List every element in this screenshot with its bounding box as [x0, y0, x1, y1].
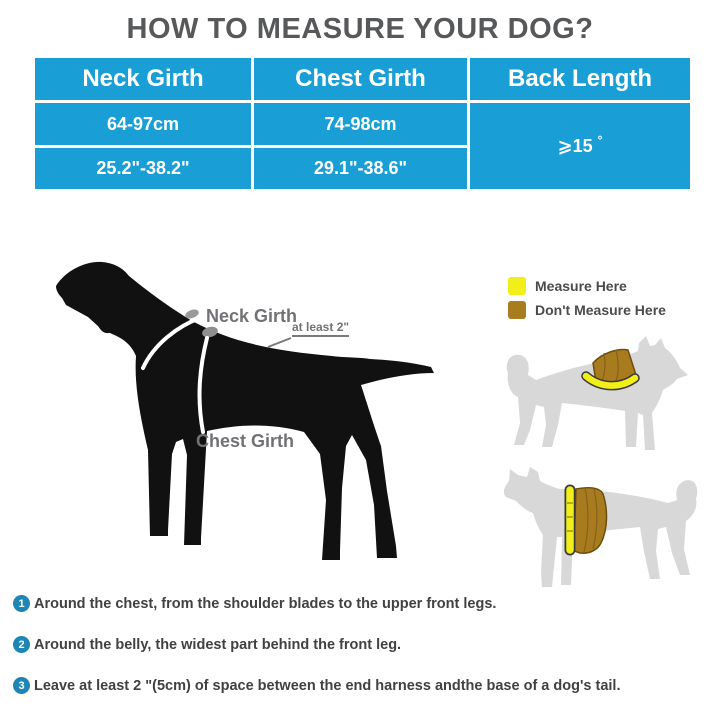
- chest-girth-label: Chest Girth: [196, 431, 295, 451]
- back-angle-value: ⩾15: [557, 135, 593, 156]
- measuring-notes: [13, 595, 713, 718]
- legend-row-dont-measure: [508, 300, 666, 319]
- measure-here-swatch-icon: [508, 277, 526, 295]
- clearance-label: at least 2": [292, 320, 349, 337]
- back-angle-degree: °: [597, 133, 603, 147]
- mini-dog-neck-example: [507, 336, 688, 450]
- note-number-badge: 1: [13, 595, 30, 612]
- dog-silhouette-illustration: [40, 248, 460, 578]
- legend-row-measure: [508, 276, 666, 295]
- table-cell-neck-imperial: 25.2"-38.2": [35, 148, 251, 189]
- note-number-badge: 3: [13, 677, 30, 694]
- dont-measure-here-swatch-icon: [508, 301, 526, 319]
- dont-measure-here-label: Don't Measure Here: [535, 301, 666, 318]
- note-row: [13, 636, 713, 653]
- measure-here-label: Measure Here: [535, 277, 627, 294]
- note-number-badge: 2: [13, 636, 30, 653]
- table-header-back-length: Back Length: [470, 58, 690, 100]
- neck-girth-label: Neck Girth: [206, 306, 298, 326]
- table-header-neck-girth: Neck Girth: [35, 58, 251, 100]
- table-cell-neck-metric: 64-97cm: [35, 103, 251, 145]
- note-text: Leave at least 2 "(5cm) of space between the end harness andthe base of a dog's tail.: [34, 677, 621, 694]
- mini-dog-belly-example: [504, 467, 697, 587]
- mini-dogs-illustration: [500, 335, 710, 600]
- table-cell-back-angle: [470, 103, 690, 189]
- note-row: [13, 595, 713, 612]
- page-title: HOW TO MEASURE YOUR DOG?: [126, 13, 594, 45]
- measurement-table: [35, 58, 690, 189]
- note-text: Around the chest, from the shoulder blades to the upper front legs.: [34, 595, 497, 612]
- clearance-leader-line: [268, 338, 291, 347]
- note-text: Around the belly, the widest part behind the front leg.: [34, 636, 402, 653]
- table-header-chest-girth: Chest Girth: [254, 58, 467, 100]
- legend: [508, 276, 666, 324]
- table-cell-chest-imperial: 29.1"-38.6": [254, 148, 467, 189]
- belly-band-brown: [574, 488, 607, 554]
- note-row: [13, 677, 713, 694]
- table-cell-chest-metric: 74-98cm: [254, 103, 467, 145]
